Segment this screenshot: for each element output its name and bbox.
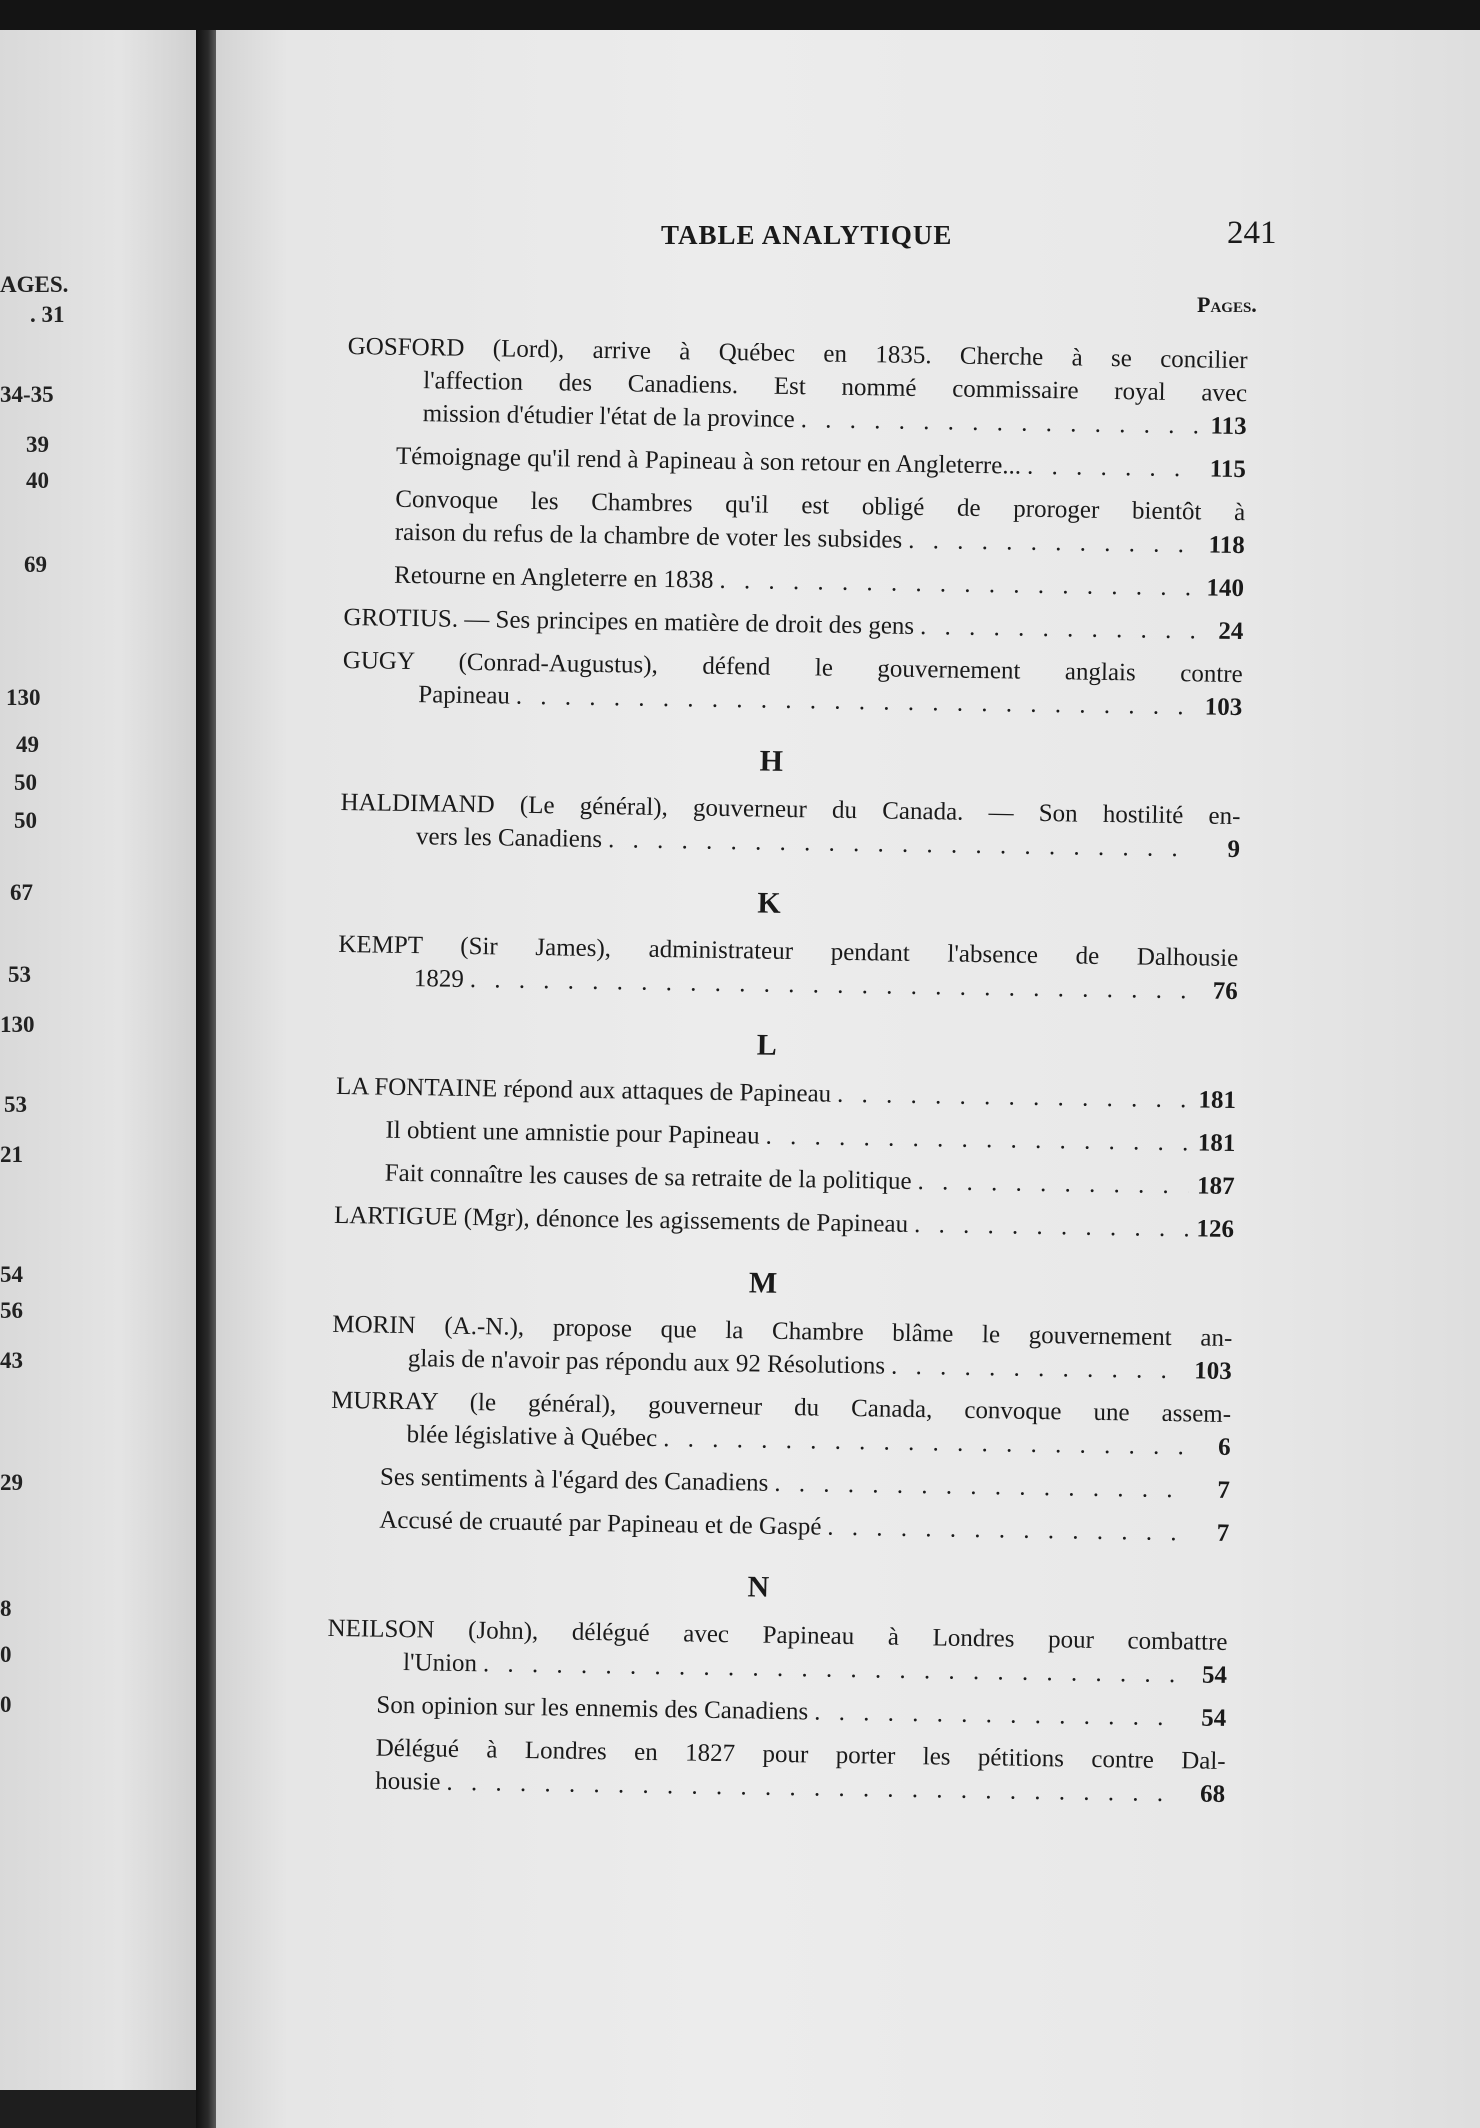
index-text: Convoque les Chambres qu'il est obligé de proroger bientôt à bbox=[395, 485, 1246, 527]
index-text: l'Union bbox=[402, 1649, 478, 1678]
dot-leader bbox=[765, 1120, 1189, 1160]
book-page bbox=[212, 30, 1480, 2128]
left-page-fragment: 0 bbox=[0, 1642, 12, 1667]
page-reference: 103 bbox=[1194, 1357, 1232, 1386]
page-number: 241 bbox=[1227, 215, 1277, 251]
index-entry bbox=[340, 786, 1241, 866]
left-page-fragment: 0 bbox=[0, 1692, 12, 1717]
index-subentry bbox=[346, 439, 1246, 486]
dot-leader bbox=[917, 1165, 1189, 1202]
section-letter: N bbox=[747, 1570, 770, 1604]
page-reference: 115 bbox=[1209, 455, 1247, 484]
left-page-fragment: 69 bbox=[24, 552, 47, 577]
dot-leader bbox=[914, 1208, 1188, 1245]
index-entry bbox=[342, 644, 1243, 724]
page-reference: 7 bbox=[1217, 1476, 1231, 1504]
index-text: Fait connaître les causes de sa retraite de la politique bbox=[384, 1159, 912, 1195]
index-text: LARTIGUE (Mgr), dénonce les agissements de Papineau bbox=[333, 1201, 909, 1238]
left-page-fragment: 50 bbox=[14, 808, 37, 833]
index-text: Retourne en Angleterre en 1838 bbox=[393, 561, 714, 594]
index-line bbox=[344, 558, 1244, 605]
pages-column-label: Pages. bbox=[1197, 292, 1257, 317]
left-page-fragment: . 31 bbox=[30, 302, 65, 327]
index-entry bbox=[343, 601, 1243, 648]
left-page-fragment: 34-35 bbox=[0, 382, 54, 407]
page-reference: 7 bbox=[1216, 1519, 1230, 1547]
index-text: l'affection des Canadiens. Est nommé commissaire royal avec bbox=[423, 367, 1248, 408]
index-entry bbox=[338, 928, 1239, 1008]
left-page-fragment: 49 bbox=[16, 732, 39, 757]
section-letter: K bbox=[757, 886, 781, 920]
left-page-fragment: AGES. bbox=[0, 272, 69, 297]
index-subentry bbox=[329, 1503, 1229, 1550]
dot-leader bbox=[719, 564, 1198, 605]
index-line bbox=[326, 1688, 1226, 1735]
index-line bbox=[343, 601, 1243, 648]
index-text: Papineau bbox=[418, 681, 511, 710]
index-text: mission d'étudier l'état de la province bbox=[422, 400, 795, 434]
book-gutter bbox=[196, 30, 216, 2128]
page-reference: 9 bbox=[1227, 835, 1241, 864]
index-subentry bbox=[330, 1460, 1230, 1507]
index-text: HALDIMAND (Le général), gouverneur du Canada. — Son hostilité en- bbox=[340, 788, 1241, 831]
index-text: Ses sentiments à l'égard des Canadiens bbox=[379, 1463, 769, 1497]
left-page-fragment: 43 bbox=[0, 1348, 23, 1373]
dot-leader bbox=[663, 1422, 1185, 1463]
index-entry bbox=[327, 1612, 1228, 1692]
page-reference: 187 bbox=[1196, 1172, 1235, 1201]
running-head: TABLE ANALYTIQUE bbox=[661, 220, 953, 250]
index-text: MORIN (A.-N.), propose que la Chambre blâme le gouvernement an- bbox=[332, 1310, 1233, 1353]
previous-page-strip bbox=[0, 30, 200, 2090]
page-reference: 24 bbox=[1218, 617, 1244, 646]
page-reference: 54 bbox=[1201, 1704, 1227, 1732]
left-page-fragment: 40 bbox=[26, 468, 49, 493]
page-reference: 118 bbox=[1208, 531, 1245, 560]
index-text: NEILSON (John), délégué avec Papineau à Londres pour combattre bbox=[327, 1614, 1228, 1656]
index-text: GROTIUS. — Ses principes en matière de droit des gens bbox=[343, 603, 915, 640]
section-letter: M bbox=[748, 1266, 778, 1300]
index-subentry bbox=[344, 558, 1244, 605]
left-page-fragment: 21 bbox=[0, 1142, 23, 1167]
section-letter: L bbox=[756, 1028, 778, 1062]
page-reference: 68 bbox=[1199, 1780, 1226, 1808]
index-text: GUGY (Conrad-Augustus), défend le gouvernement anglais contre bbox=[342, 646, 1243, 689]
left-page-fragment: 50 bbox=[14, 770, 37, 795]
page-reference: 126 bbox=[1196, 1215, 1235, 1244]
index-subentry bbox=[335, 1156, 1235, 1203]
index-entry bbox=[334, 1199, 1234, 1246]
index-content bbox=[325, 330, 1248, 1821]
left-page-fragment: 67 bbox=[10, 880, 33, 905]
index-text: Délégué à Londres en 1827 pour porter les pétitions contre Dal- bbox=[375, 1734, 1226, 1775]
left-page-fragment: 54 bbox=[0, 1262, 23, 1287]
index-subentry bbox=[335, 1113, 1235, 1160]
index-text: Témoignage qu'il rend à Papineau à son retour en Angleterre... bbox=[395, 442, 1022, 480]
page-reference: 54 bbox=[1201, 1661, 1228, 1689]
dot-leader bbox=[827, 1511, 1183, 1550]
dot-leader bbox=[774, 1467, 1184, 1506]
section-letter: H bbox=[759, 744, 784, 778]
page-reference: 76 bbox=[1212, 977, 1238, 1006]
left-page-fragment: 53 bbox=[4, 1092, 27, 1117]
index-subentry bbox=[326, 1688, 1226, 1735]
left-page-fragment: 39 bbox=[26, 432, 49, 457]
index-text: raison du refus de la chambre de voter les subsides bbox=[394, 518, 903, 554]
page-reference: 181 bbox=[1197, 1129, 1236, 1158]
index-line bbox=[334, 1199, 1234, 1246]
index-text: KEMPT (Sir James), administrateur pendant l'absence de Dalhousie bbox=[338, 930, 1239, 973]
left-page-fragment: 8 bbox=[0, 1596, 12, 1621]
index-line bbox=[329, 1503, 1229, 1550]
page-reference: 140 bbox=[1206, 574, 1245, 603]
page-reference: 113 bbox=[1210, 412, 1247, 441]
index-text: MURRAY (le général), gouverneur du Canada, convoque une assem- bbox=[330, 1386, 1232, 1429]
index-subentry bbox=[345, 482, 1246, 562]
index-text: Il obtient une amnistie pour Papineau bbox=[385, 1116, 760, 1150]
dot-leader bbox=[800, 403, 1200, 442]
index-line bbox=[335, 1113, 1235, 1160]
page-reference: 103 bbox=[1204, 693, 1243, 722]
index-line bbox=[335, 1156, 1235, 1203]
page-reference: 6 bbox=[1217, 1433, 1231, 1461]
dot-leader bbox=[837, 1078, 1190, 1117]
index-line bbox=[330, 1460, 1230, 1507]
index-text: GOSFORD (Lord), arrive à Québec en 1835. Cherche à se concilier bbox=[347, 332, 1248, 375]
index-text: housie bbox=[374, 1767, 441, 1796]
index-subentry bbox=[325, 1731, 1226, 1811]
page-reference: 181 bbox=[1198, 1086, 1237, 1115]
index-text: glais de n'avoir pas répondu aux 92 Résolutions bbox=[407, 1345, 886, 1380]
index-line bbox=[346, 439, 1246, 486]
index-entry bbox=[330, 1384, 1231, 1464]
left-page-fragment: 130 bbox=[0, 1012, 35, 1037]
left-page-fragment: 53 bbox=[8, 962, 31, 987]
index-text: vers les Canadiens bbox=[415, 823, 603, 854]
left-page-fragment: 130 bbox=[6, 685, 41, 710]
left-page-fragment: 56 bbox=[0, 1298, 23, 1323]
dot-leader bbox=[920, 610, 1198, 647]
left-page-fragment: 29 bbox=[0, 1470, 23, 1495]
dot-leader bbox=[1027, 450, 1200, 486]
index-text: Accusé de cruauté par Papineau et de Gaspé bbox=[379, 1506, 822, 1541]
dot-leader bbox=[908, 524, 1199, 562]
dot-leader bbox=[814, 1695, 1181, 1734]
index-entry bbox=[332, 1308, 1233, 1388]
index-text: 1829 bbox=[413, 965, 465, 993]
index-text: LA FONTAINE répond aux attaques de Papineau bbox=[335, 1072, 832, 1108]
index-entry bbox=[346, 330, 1247, 443]
index-text: Son opinion sur les ennemis des Canadiens bbox=[376, 1691, 809, 1726]
dot-leader bbox=[891, 1350, 1186, 1388]
index-text: blée législative à Québec bbox=[406, 1421, 658, 1452]
